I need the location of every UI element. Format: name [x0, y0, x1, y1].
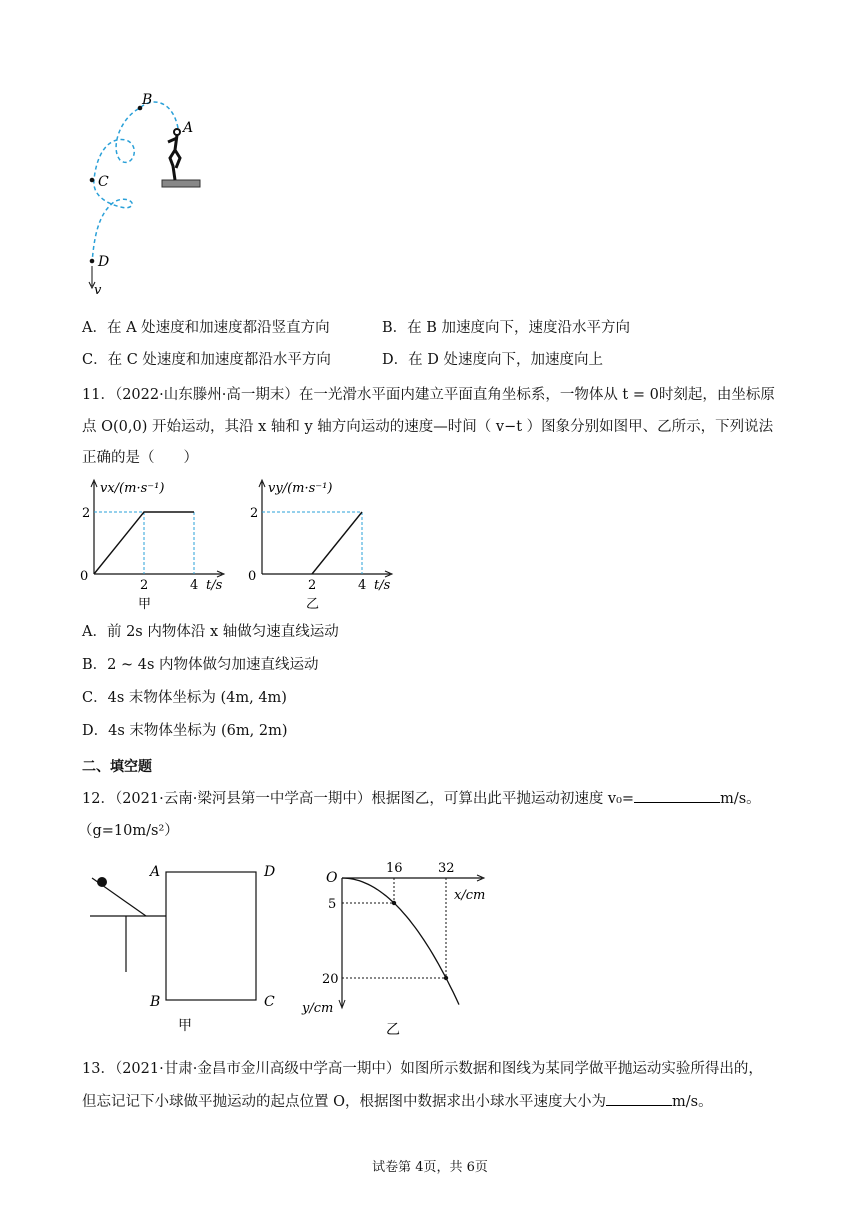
chart-caption: 乙	[386, 1022, 400, 1038]
chart-caption: 甲	[138, 597, 152, 612]
diving-board	[162, 180, 200, 187]
q13-unit: m/s。	[672, 1094, 713, 1110]
q10-option-a: A．在 A 处速度和加速度都沿竖直方向	[82, 320, 330, 336]
y-tick-label: 2	[250, 506, 259, 521]
x-axis-label: t/s	[374, 578, 391, 593]
origin-label: O	[326, 870, 338, 886]
q11-line2: 点 O(0,0) 开始运动，其沿 x 轴和 y 轴方向运动的速度—时间（ v−t ）图象分别如图甲、乙所示，下列说法	[82, 419, 774, 435]
label-c: C	[98, 174, 109, 190]
x-tick-label: 16	[386, 861, 403, 876]
trajectory-chart	[300, 860, 500, 1040]
q11-option-d: D．4s 末物体坐标为 (6m, 2m)	[82, 723, 288, 739]
q13-text: 但忘记记下小球做平抛运动的起点位置 O，根据图中数据求出小球水平速度大小为	[82, 1094, 606, 1110]
y-tick-label: 20	[322, 972, 339, 987]
q12-text: 12．（2021·云南·梁河县第一中学高一期中）根据图乙，可算出此平抛运动初速度 v₀=	[82, 791, 635, 807]
board	[166, 872, 256, 1000]
q12-unit: m/s。	[720, 791, 761, 807]
y-axis-label: y/cm	[302, 1001, 334, 1016]
chart-caption: 乙	[306, 597, 320, 612]
x-tick-label: 4	[358, 578, 367, 593]
x-axis-label: t/s	[206, 578, 223, 593]
section-title: 二、填空题	[82, 759, 152, 775]
series-line	[312, 512, 362, 574]
q11-option-a: A．前 2s 内物体沿 x 轴做匀速直线运动	[82, 624, 339, 640]
data-point	[444, 976, 448, 980]
q11-line1: 11．（2022·山东滕州·高一期末）在一光滑水平面内建立平面直角坐标系，一物体从 t = 0时刻起，由坐标原	[82, 387, 775, 403]
trajectory-curve	[342, 878, 459, 1005]
apparatus-figure	[86, 858, 286, 1038]
q11-line3: 正确的是（ ）	[82, 450, 198, 466]
svg-text:甲: 甲	[178, 1018, 192, 1034]
y-axis-label: vx/(m·s⁻¹)	[100, 481, 165, 496]
svg-text:D: D	[264, 864, 276, 880]
label-b: B	[142, 92, 153, 108]
q12-line1	[82, 788, 761, 810]
x-tick-label: 4	[190, 578, 199, 593]
svg-text:B: B	[150, 994, 161, 1010]
origin-label: 0	[80, 569, 89, 584]
svg-text:A: A	[150, 864, 161, 880]
x-axis-label: x/cm	[454, 888, 486, 903]
origin-label: 0	[248, 569, 257, 584]
y-tick-label: 5	[328, 897, 337, 912]
q13-answer-blank[interactable]	[606, 1091, 672, 1106]
point-d	[90, 259, 95, 264]
diver-figure	[168, 129, 180, 180]
data-point	[392, 901, 396, 905]
x-tick-label: 32	[438, 861, 455, 876]
vt-charts	[76, 474, 416, 612]
q10-option-d: D．在 D 处速度向下，加速度向上	[382, 352, 603, 368]
ball	[97, 877, 107, 887]
q11-option-c: C．4s 末物体坐标为 (4m, 4m)	[82, 690, 287, 706]
point-c	[90, 178, 95, 183]
q13-line2	[82, 1091, 713, 1113]
q10-option-c: C．在 C 处速度和加速度都沿水平方向	[82, 352, 331, 368]
x-tick-label: 2	[140, 578, 149, 593]
q10-option-b: B．在 B 加速度向下，速度沿水平方向	[382, 320, 631, 336]
q13-line1: 13．（2021·甘肃·金昌市金川高级中学高一期中）如图所示数据和图线为某同学做平抛运动实验所得出的，	[82, 1061, 763, 1077]
q12-answer-blank[interactable]	[634, 788, 720, 803]
label-d: D	[98, 254, 110, 270]
label-v: v	[94, 283, 102, 298]
q12-line2: （g=10m/s²）	[78, 823, 179, 839]
page-footer: 试卷第 4页，共 6页	[372, 1160, 488, 1175]
svg-text:C: C	[264, 994, 275, 1010]
x-tick-label: 2	[308, 578, 317, 593]
q11-option-b: B．2 ~ 4s 内物体做匀加速直线运动	[82, 657, 319, 673]
y-axis-label: vy/(m·s⁻¹)	[268, 481, 333, 496]
label-a: A	[183, 120, 194, 136]
y-tick-label: 2	[82, 506, 91, 521]
diver-trajectory-figure	[80, 88, 220, 303]
